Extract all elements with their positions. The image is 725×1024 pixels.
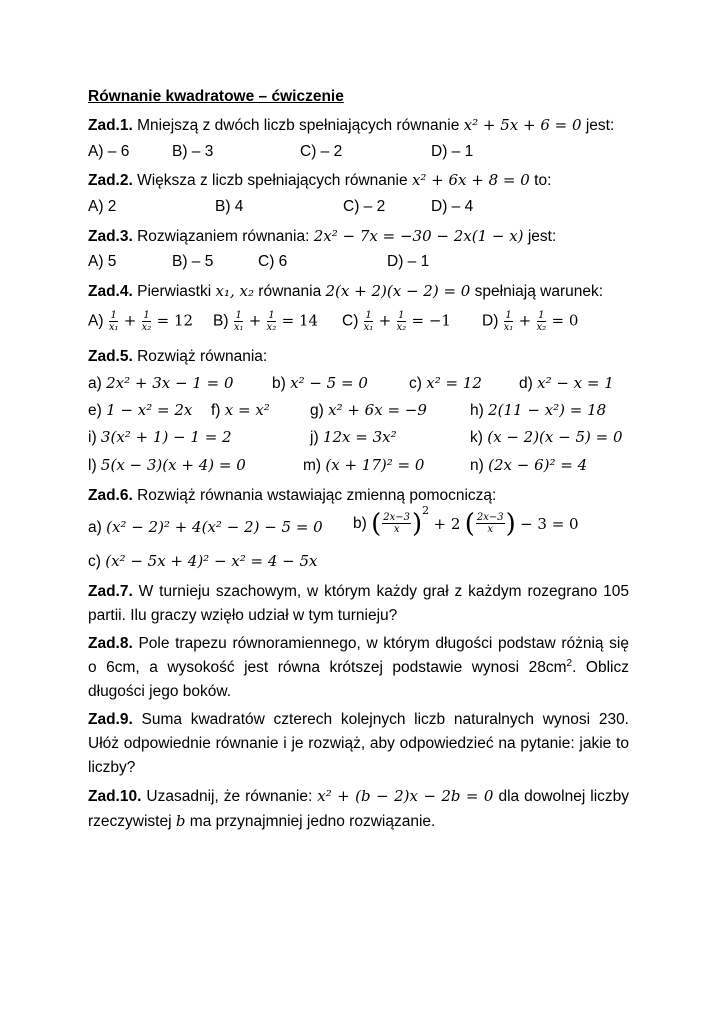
task-4-roots: x₁, x₂ (215, 282, 254, 300)
task-4-option-1 (88, 310, 193, 333)
task-8-tail: . Oblicz długości jego boków. (88, 659, 629, 700)
task-5-item (310, 401, 427, 420)
fraction-numerator: 2x−3 (383, 512, 411, 524)
task-2-option-a: A) 2 (88, 198, 117, 215)
task-10-tail: ma przynajmniej jedno rozwiązanie. (189, 813, 436, 830)
task-5-item-label: m) (303, 457, 322, 474)
option-rhs: = 0 (551, 311, 579, 330)
task-5-item-label: k) (470, 429, 483, 446)
task-5-item (88, 456, 246, 475)
task-3 (88, 225, 556, 248)
task-6-a (88, 518, 323, 537)
task-5-item (470, 428, 623, 447)
plus-sign: + (123, 311, 137, 330)
task-1-option-b: B) – 3 (172, 143, 214, 160)
option-rhs: = −1 (411, 311, 451, 330)
fraction-denominator: x₁ (108, 322, 119, 333)
task-4-equation: 2(x + 2)(x − 2) = 0 (325, 282, 471, 300)
task-2-text: Większa z liczb spełniających równanie (137, 172, 408, 189)
task-10-text2: dla dowolnej liczby rzeczywistej (88, 788, 630, 830)
task-5-item-equation: x² = 12 (426, 374, 482, 392)
task-2-label: Zad.2. (88, 172, 133, 189)
task-5 (88, 346, 267, 368)
task-4-tail: spełniają warunek: (474, 283, 604, 300)
task-4-text: Pierwiastki (137, 283, 212, 300)
task-5-item (272, 374, 368, 393)
close-paren: ) (505, 508, 516, 539)
task-5-item-equation: x² + 6x = −9 (328, 401, 427, 419)
task-7-text: W turnieju szachowym, w którym każdy grał z każdym rozegrano 105 partii. Ilu graczy wzięło udział w tym turnieju? (88, 583, 629, 624)
fraction-denominator: x₂ (396, 322, 407, 333)
fraction (234, 310, 244, 333)
task-6-b-mid: + 2 (433, 514, 461, 533)
task-1-equation: x² + 5x + 6 = 0 (463, 116, 582, 134)
fraction-numerator: 1 (538, 310, 545, 321)
fraction-numerator: 1 (110, 310, 117, 321)
task-2 (88, 169, 551, 192)
task-5-item (310, 428, 397, 447)
task-1-option-c: C) – 2 (300, 143, 343, 160)
task-6-c (88, 552, 318, 571)
task-5-item-label: d) (519, 375, 533, 392)
fraction (537, 310, 547, 333)
fraction-numerator: 1 (398, 310, 405, 321)
task-5-item-label: l) (88, 457, 97, 474)
task-5-item-equation: 2(11 − x²) = 18 (488, 401, 607, 419)
task-5-item-label: i) (88, 429, 97, 446)
task-10 (88, 784, 629, 834)
task-8-label: Zad.8. (88, 635, 133, 652)
task-2-equation: x² + 6x + 8 = 0 (411, 171, 530, 189)
task-4-option-4 (482, 310, 578, 333)
task-5-item-equation: 1 − x² = 2x (106, 401, 193, 419)
task-9-label: Zad.9. (88, 711, 133, 728)
task-5-item (88, 374, 234, 393)
task-3-option-c: C) 6 (258, 253, 288, 270)
task-3-equation: 2x² − 7x = −30 − 2x(1 − x) (313, 227, 524, 245)
task-8-superscript: 2 (566, 658, 573, 669)
fraction (397, 310, 407, 333)
task-5-item-label: e) (88, 402, 102, 419)
task-6-b-label: b) (353, 514, 367, 532)
task-1-tail: jest: (585, 117, 615, 134)
task-4-text2: równania (258, 283, 322, 300)
task-5-item-equation: 3(x² + 1) − 1 = 2 (100, 428, 232, 446)
fraction (364, 310, 374, 333)
fraction-numerator: 1 (505, 310, 512, 321)
fraction-denominator: x₂ (536, 322, 547, 333)
task-2-option-d: D) – 4 (431, 198, 474, 215)
task-10-text: Uzasadnij, że równanie: (146, 788, 313, 805)
task-5-item (470, 401, 606, 420)
fraction-numerator: 2x−3 (476, 512, 504, 524)
task-5-item (409, 374, 482, 393)
task-5-text: Rozwiąż równania: (137, 348, 268, 365)
task-5-item-label: a) (88, 375, 102, 392)
fraction-numerator: 1 (268, 310, 275, 321)
task-6 (88, 485, 496, 507)
task-3-option-a: A) 5 (88, 253, 117, 270)
task-5-item (470, 456, 587, 475)
option-letter: A) (88, 312, 104, 330)
task-6-c-label: c) (88, 553, 101, 570)
task-6-a-equation: (x² − 2)² + 4(x² − 2) − 5 = 0 (106, 518, 323, 536)
task-3-text: Rozwiązaniem równania: (137, 228, 310, 245)
fraction-numerator: 1 (143, 310, 150, 321)
task-5-item-equation: x² − x = 1 (537, 374, 614, 392)
task-2-option-c: C) – 2 (343, 198, 386, 215)
task-5-item (88, 428, 232, 447)
task-1 (88, 114, 614, 137)
close-paren: ) (412, 508, 423, 539)
task-5-item-label: c) (409, 375, 422, 392)
task-10-equation: x² + (b − 2)x − 2b = 0 (317, 787, 494, 805)
option-rhs: = 14 (281, 311, 319, 330)
task-5-item (303, 456, 424, 475)
task-5-item (211, 401, 270, 420)
task-6-text: Rozwiąż równania wstawiając zmienną pomocniczą: (137, 487, 497, 504)
task-9-text: Suma kwadratów czterech kolejnych liczb naturalnych wynosi 230. Ułóż odpowiednie równanie i je rozwiąż, aby odpowiedzieć na pytanie: jakie to liczby? (88, 711, 629, 776)
option-letter: D) (482, 312, 499, 330)
task-5-item-equation: (x + 17)² = 0 (325, 456, 425, 474)
option-letter: B) (213, 312, 229, 330)
task-10-variable: b (175, 812, 186, 830)
task-1-text: Mniejszą z dwóch liczb spełniających równanie (137, 117, 460, 134)
task-6-b (353, 504, 579, 539)
task-5-item-label: f) (211, 402, 221, 419)
task-2-tail: to: (534, 172, 552, 189)
task-2-option-b: B) 4 (215, 198, 244, 215)
fraction-denominator: x₂ (266, 322, 277, 333)
task-5-item (519, 374, 614, 393)
task-6-c-equation: (x² − 5x + 4)² − x² = 4 − 5x (105, 552, 318, 570)
page-title: Równanie kwadratowe – ćwiczenie (88, 88, 344, 105)
task-5-label: Zad.5. (88, 348, 133, 365)
task-3-option-d: D) – 1 (387, 253, 430, 270)
task-5-item-equation: x = x² (224, 401, 270, 419)
fraction (267, 310, 277, 333)
task-8-text: Pole trapezu równoramiennego, w którym długości podstaw różnią się o 6cm, a wysokość jest równa krótszej podstawie wynosi 28cm (88, 635, 629, 676)
fraction (142, 310, 152, 333)
fraction-numerator: 1 (365, 310, 372, 321)
task-5-item-equation: 5(x − 3)(x + 4) = 0 (100, 456, 246, 474)
task-3-label: Zad.3. (88, 228, 133, 245)
task-6-label: Zad.6. (88, 487, 133, 504)
task-7-label: Zad.7. (88, 583, 133, 600)
task-3-option-b: B) – 5 (172, 253, 214, 270)
task-5-item-label: j) (310, 429, 319, 446)
task-1-option-d: D) – 1 (431, 143, 474, 160)
task-5-item-equation: x² − 5 = 0 (290, 374, 368, 392)
task-5-item (88, 401, 192, 420)
task-5-item-equation: 2x² + 3x − 1 = 0 (106, 374, 234, 392)
fraction-denominator: x (487, 524, 494, 536)
task-4 (88, 280, 603, 303)
fraction (504, 310, 514, 333)
fraction-denominator: x₁ (363, 322, 374, 333)
option-letter: C) (342, 312, 359, 330)
task-6-b-tail: − 3 = 0 (520, 514, 579, 533)
fraction-denominator: x₁ (233, 322, 244, 333)
task-7 (88, 580, 629, 628)
task-5-item-equation: (x − 2)(x − 5) = 0 (487, 428, 623, 446)
task-5-item-label: h) (470, 402, 484, 419)
task-4-label: Zad.4. (88, 283, 133, 300)
fraction (109, 310, 119, 333)
open-paren: ( (464, 508, 475, 539)
task-4-option-3 (342, 310, 451, 333)
task-6-a-label: a) (88, 519, 102, 536)
task-4-option-2 (213, 310, 318, 333)
plus-sign: + (378, 311, 392, 330)
plus-sign: + (248, 311, 262, 330)
plus-sign: + (518, 311, 532, 330)
exponent: 2 (422, 504, 430, 517)
fraction-denominator: x₁ (503, 322, 514, 333)
task-5-item-label: g) (310, 402, 324, 419)
task-10-label: Zad.10. (88, 788, 142, 805)
task-5-item-label: n) (470, 457, 484, 474)
task-1-option-a: A) – 6 (88, 143, 130, 160)
task-8 (88, 632, 629, 704)
task-9 (88, 708, 629, 780)
fraction (382, 512, 411, 535)
fraction-denominator: x₂ (141, 322, 152, 333)
task-1-label: Zad.1. (88, 117, 133, 134)
task-5-item-label: b) (272, 375, 286, 392)
task-5-item-equation: (2x − 6)² = 4 (488, 456, 588, 474)
task-5-item-equation: 12x = 3x² (322, 428, 397, 446)
open-paren: ( (371, 508, 382, 539)
fraction-denominator: x (393, 524, 400, 536)
fraction (476, 512, 505, 535)
option-rhs: = 12 (156, 311, 194, 330)
task-3-tail: jest: (527, 228, 557, 245)
fraction-numerator: 1 (235, 310, 242, 321)
